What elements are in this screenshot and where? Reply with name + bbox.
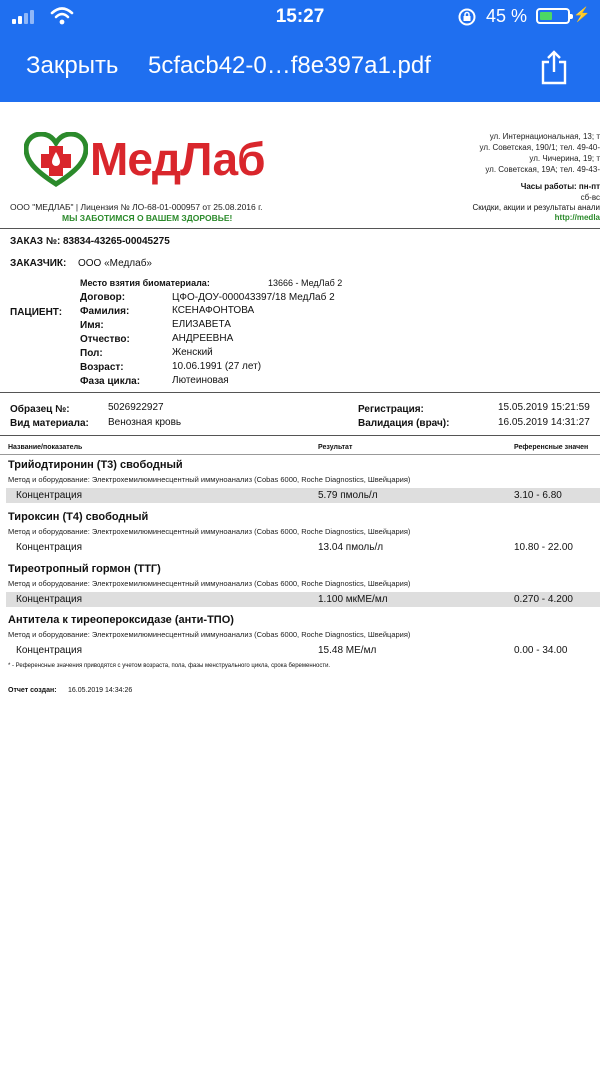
pdf-document[interactable] <box>0 110 600 1066</box>
table-row <box>6 488 600 503</box>
pdf-nav-bar <box>0 40 600 96</box>
battery-fill <box>540 12 552 20</box>
patient-field-label: Фамилия: <box>80 306 130 317</box>
slogan: МЫ ЗАБОТИМСЯ О ВАШЕМ ЗДОРОВЬЕ! <box>62 213 233 223</box>
working-hours: Часы работы: пн-пт <box>520 182 600 191</box>
test-reference: 3.10 - 6.80 <box>514 490 562 501</box>
address-line: ул. Чичерина, 19; т <box>529 154 600 163</box>
validation-value: 16.05.2019 14:31:27 <box>498 417 590 428</box>
registration-value: 15.05.2019 15:21:59 <box>498 402 590 413</box>
test-title: Тиреотропный гормон (ТТГ) <box>8 563 161 575</box>
patient-field-value: Лютеиновая <box>172 375 229 386</box>
test-result: 15.48 МЕ/мл <box>318 645 377 656</box>
report-created-value: 16.05.2019 14:34:26 <box>68 687 133 694</box>
patient-field-value: 13666 - МедЛаб 2 <box>268 278 343 288</box>
address-line: ул. Интернациональная, 13; т <box>489 132 600 141</box>
test-parameter: Концентрация <box>16 542 83 553</box>
test-parameter: Концентрация <box>16 594 83 605</box>
patient-field-value: КСЕНАФОНТОВА <box>172 305 255 316</box>
test-method: Метод и оборудование: Электрохемилюминесцентный иммуноанализ (Cobas 6000, Roche Diagnostics, Швейцария) <box>8 630 411 639</box>
table-row <box>6 592 600 607</box>
promo-text: Скидки, акции и результаты анали <box>472 203 600 212</box>
address-line: ул. Советская, 19А; тел. 49-43- <box>485 165 600 174</box>
close-button[interactable]: Закрыть <box>26 52 119 79</box>
test-result: 5.79 пмоль/л <box>318 490 378 501</box>
validation-label: Валидация (врач): <box>358 418 450 429</box>
test-title: Трийодтиронин (Т3) свободный <box>8 459 183 471</box>
test-method: Метод и оборудование: Электрохемилюминесцентный иммуноанализ (Cobas 6000, Roche Diagnostics, Швейцария) <box>8 527 411 536</box>
test-title: Антитела к тиреопероксидазе (анти-ТПО) <box>8 614 234 626</box>
footnote: * - Референсные значения приводятся с учетом возраста, пола, фазы менструального цикла, срока беременности. <box>8 663 331 669</box>
test-reference: 0.00 - 34.00 <box>514 645 568 656</box>
patient-field-label: Имя: <box>80 320 104 331</box>
battery-percent: 45 % <box>486 6 528 26</box>
test-result: 1.100 мкМЕ/мл <box>318 594 388 605</box>
brand-name: МедЛаб <box>90 133 265 185</box>
test-title: Тироксин (Т4) свободный <box>8 511 149 523</box>
top-bar <box>0 0 600 102</box>
test-method: Метод и оборудование: Электрохемилюминесцентный иммуноанализ (Cobas 6000, Roche Diagnostics, Швейцария) <box>8 579 411 588</box>
patient-field-value: ЦФО-ДОУ-000043397/18 МедЛаб 2 <box>172 292 335 303</box>
sample-label: Образец №: <box>10 404 70 415</box>
test-result: 13.04 пмоль/л <box>318 542 384 553</box>
test-parameter: Концентрация <box>16 490 83 501</box>
column-header-name: Название/показатель <box>8 444 83 451</box>
sample-value: 5026922927 <box>108 402 164 413</box>
patient-label: ПАЦИЕНТ: <box>10 307 63 318</box>
patient-field-value: АНДРЕЕВНА <box>172 333 234 344</box>
organization-license: ООО "МЕДЛАБ" | Лицензия № ЛО-68-01-000957 от 25.08.2016 г. <box>10 202 263 212</box>
website-link[interactable]: http://medla <box>554 213 600 222</box>
patient-field-value: 10.06.1991 (27 лет) <box>172 361 262 372</box>
patient-field-value: Женский <box>172 347 213 358</box>
customer-value: ООО «Медлаб» <box>78 258 152 269</box>
charging-bolt-icon: ⚡ <box>573 6 591 22</box>
file-title: 5cfacb42-0…f8e397a1.pdf <box>148 52 431 79</box>
test-reference: 10.80 - 22.00 <box>514 542 573 553</box>
divider <box>0 392 600 393</box>
patient-field-label: Пол: <box>80 348 103 359</box>
divider <box>0 454 600 455</box>
status-time: 15:27 <box>275 6 325 27</box>
customer-label: ЗАКАЗЧИК: <box>10 258 67 269</box>
patient-field-label: Возраст: <box>80 362 124 373</box>
registration-label: Регистрация: <box>358 404 424 415</box>
order-label: ЗАКАЗ №: <box>10 236 61 247</box>
order-number: 83834-43265-00045275 <box>63 236 170 247</box>
divider <box>0 435 600 436</box>
report-created-label: Отчет создан: <box>8 687 57 694</box>
column-header-result: Результат <box>318 444 353 451</box>
patient-field-label: Отчество: <box>80 334 130 345</box>
rotation-lock-icon <box>456 7 478 27</box>
patient-field-value: ЕЛИЗАВЕТА <box>172 319 231 330</box>
patient-field-label: Фаза цикла: <box>80 376 141 387</box>
material-value: Венозная кровь <box>108 417 182 428</box>
material-label: Вид материала: <box>10 418 89 429</box>
column-header-reference: Референсные значен <box>514 444 589 451</box>
patient-field-label: Договор: <box>80 292 126 303</box>
status-bar <box>0 0 600 34</box>
working-hours-weekend: сб-вс <box>580 193 600 202</box>
test-reference: 0.270 - 4.200 <box>514 594 573 605</box>
medlab-logo-icon <box>24 132 88 190</box>
divider <box>0 228 600 229</box>
share-icon[interactable] <box>538 50 570 86</box>
test-method: Метод и оборудование: Электрохемилюминесцентный иммуноанализ (Cobas 6000, Roche Diagnostics, Швейцария) <box>8 475 411 484</box>
patient-field-label: Место взятия биоматериала: <box>80 278 210 288</box>
address-line: ул. Советская, 190/1; тел. 49-40- <box>479 143 600 152</box>
battery-icon <box>536 8 570 24</box>
test-parameter: Концентрация <box>16 645 83 656</box>
